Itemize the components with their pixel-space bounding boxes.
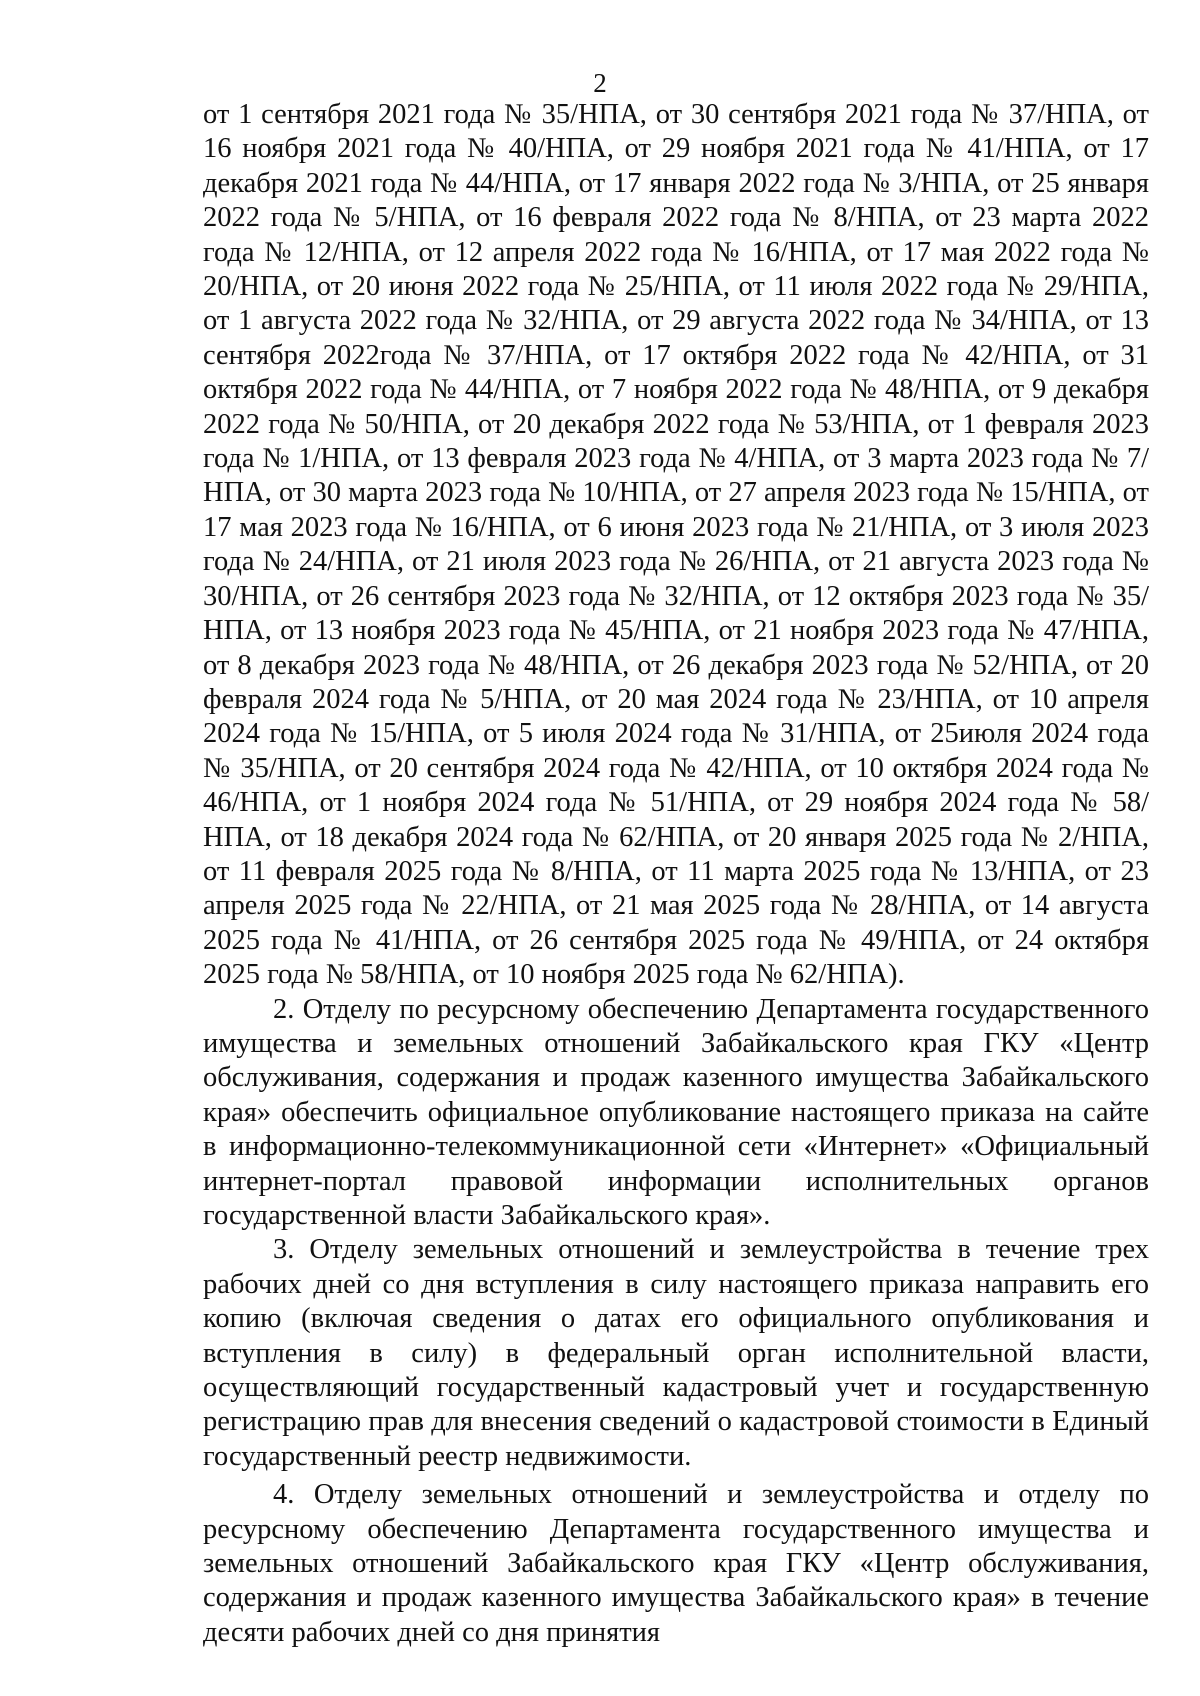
document-body [203,98,1149,1650]
paragraph-amendments-list: от 1 сентября 2021 года № 35/НПА, от 30 сентября 2021 года № 37/НПА, от 16 ноября 2021 года № 40/НПА, от 29 ноября 2021 года № 41/НПА, от 17 декабря 2021 года № 44/НПА, от 17 января 2022 года № 3/НПА, от 25 января 2022 года № 5/НПА, от 16 февраля 2022 года № 8/НПА, от 23 марта 2022 года № 12/НПА, от 12 апреля 2022 года № 16/НПА, от 17 мая 2022 года № 20/НПА, от 20 июня 2022 года № 25/НПА, от 11 июля 2022 года № 29/НПА, от 1 августа 2022 года № 32/НПА, от 29 августа 2022 года № 34/НПА, от 13 сентября 2022года № 37/НПА, от 17 октября 2022 года № 42/НПА, от 31 октября 2022 года № 44/НПА, от 7 ноября 2022 года № 48/НПА, от 9 декабря 2022 года № 50/НПА, от 20 декабря 2022 года № 53/НПА, от 1 февраля 2023 года № 1/НПА, от 13 февраля 2023 года № 4/НПА, от 3 марта 2023 года № 7/НПА, от 30 марта 2023 года № 10/НПА, от 27 апреля 2023 года № 15/НПА, от 17 мая 2023 года № 16/НПА, от 6 июня 2023 года № 21/НПА, от 3 июля 2023 года № 24/НПА, от 21 июля 2023 года № 26/НПА, от 21 августа 2023 года № 30/НПА, от 26 сентября 2023 года № 32/НПА, от 12 октября 2023 года № 35/НПА, от 13 ноября 2023 года № 45/НПА, от 21 ноября 2023 года № 47/НПА, от 8 декабря 2023 года № 48/НПА, от 26 декабря 2023 года № 52/НПА, от 20 февраля 2024 года № 5/НПА, от 20 мая 2024 года № 23/НПА, от 10 апреля 2024 года № 15/НПА, от 5 июля 2024 года № 31/НПА, от 25июля 2024 года № 35/НПА, от 20 сентября 2024 года № 42/НПА, от 10 октября 2024 года № 46/НПА, от 1 ноября 2024 года № 51/НПА, от 29 ноября 2024 года № 58/НПА, от 18 декабря 2024 года № 62/НПА, от 20 января 2025 года № 2/НПА, от 11 февраля 2025 года № 8/НПА, от 11 марта 2025 года № 13/НПА, от 23 апреля 2025 года № 22/НПА, от 21 мая 2025 года № 28/НПА, от 14 августа 2025 года № 41/НПА, от 26 сентября 2025 года № 49/НПА, от 24 октября 2025 года № 58/НПА, от 10 ноября 2025 года № 62/НПА). [203,99,1149,991]
paragraph-item-3: 3. Отделу земельных отношений и землеустройства в течение трех рабочих дней со дня вступления в силу настоящего приказа направить его копию (включая сведения о датах его официального опубликования и вступления в силу) в федеральный орган исполнительной власти, осуществляющий государственный кадастровый учет и государственную регистрацию прав для внесения сведений о кадастровой стоимости в Единый государственный реестр недвижимости. [203,1234,1149,1472]
page-number: 2 [593,68,607,98]
paragraph-item-2: 2. Отделу по ресурсному обеспечению Департамента государственного имущества и земельных отношений Забайкальского края ГКУ «Центр обслуживания, содержания и продаж казенного имущества Забайкальского края» обеспечить официальное опубликование настоящего приказа на сайте в информационно-телекоммуникационной сети «Интернет» «Официальный интернет-портал правовой информации исполнительных органов государственной власти Забайкальского края». [203,993,1149,1231]
paragraph-item-4: 4. Отделу земельных отношений и землеустройства и отделу по ресурсному обеспечению Департамента государственного имущества и земельных отношений Забайкальского края ГКУ «Центр обслуживания, содержания и продаж казенного имущества Забайкальского края» в течение десяти рабочих дней со дня принятия [203,1479,1149,1648]
